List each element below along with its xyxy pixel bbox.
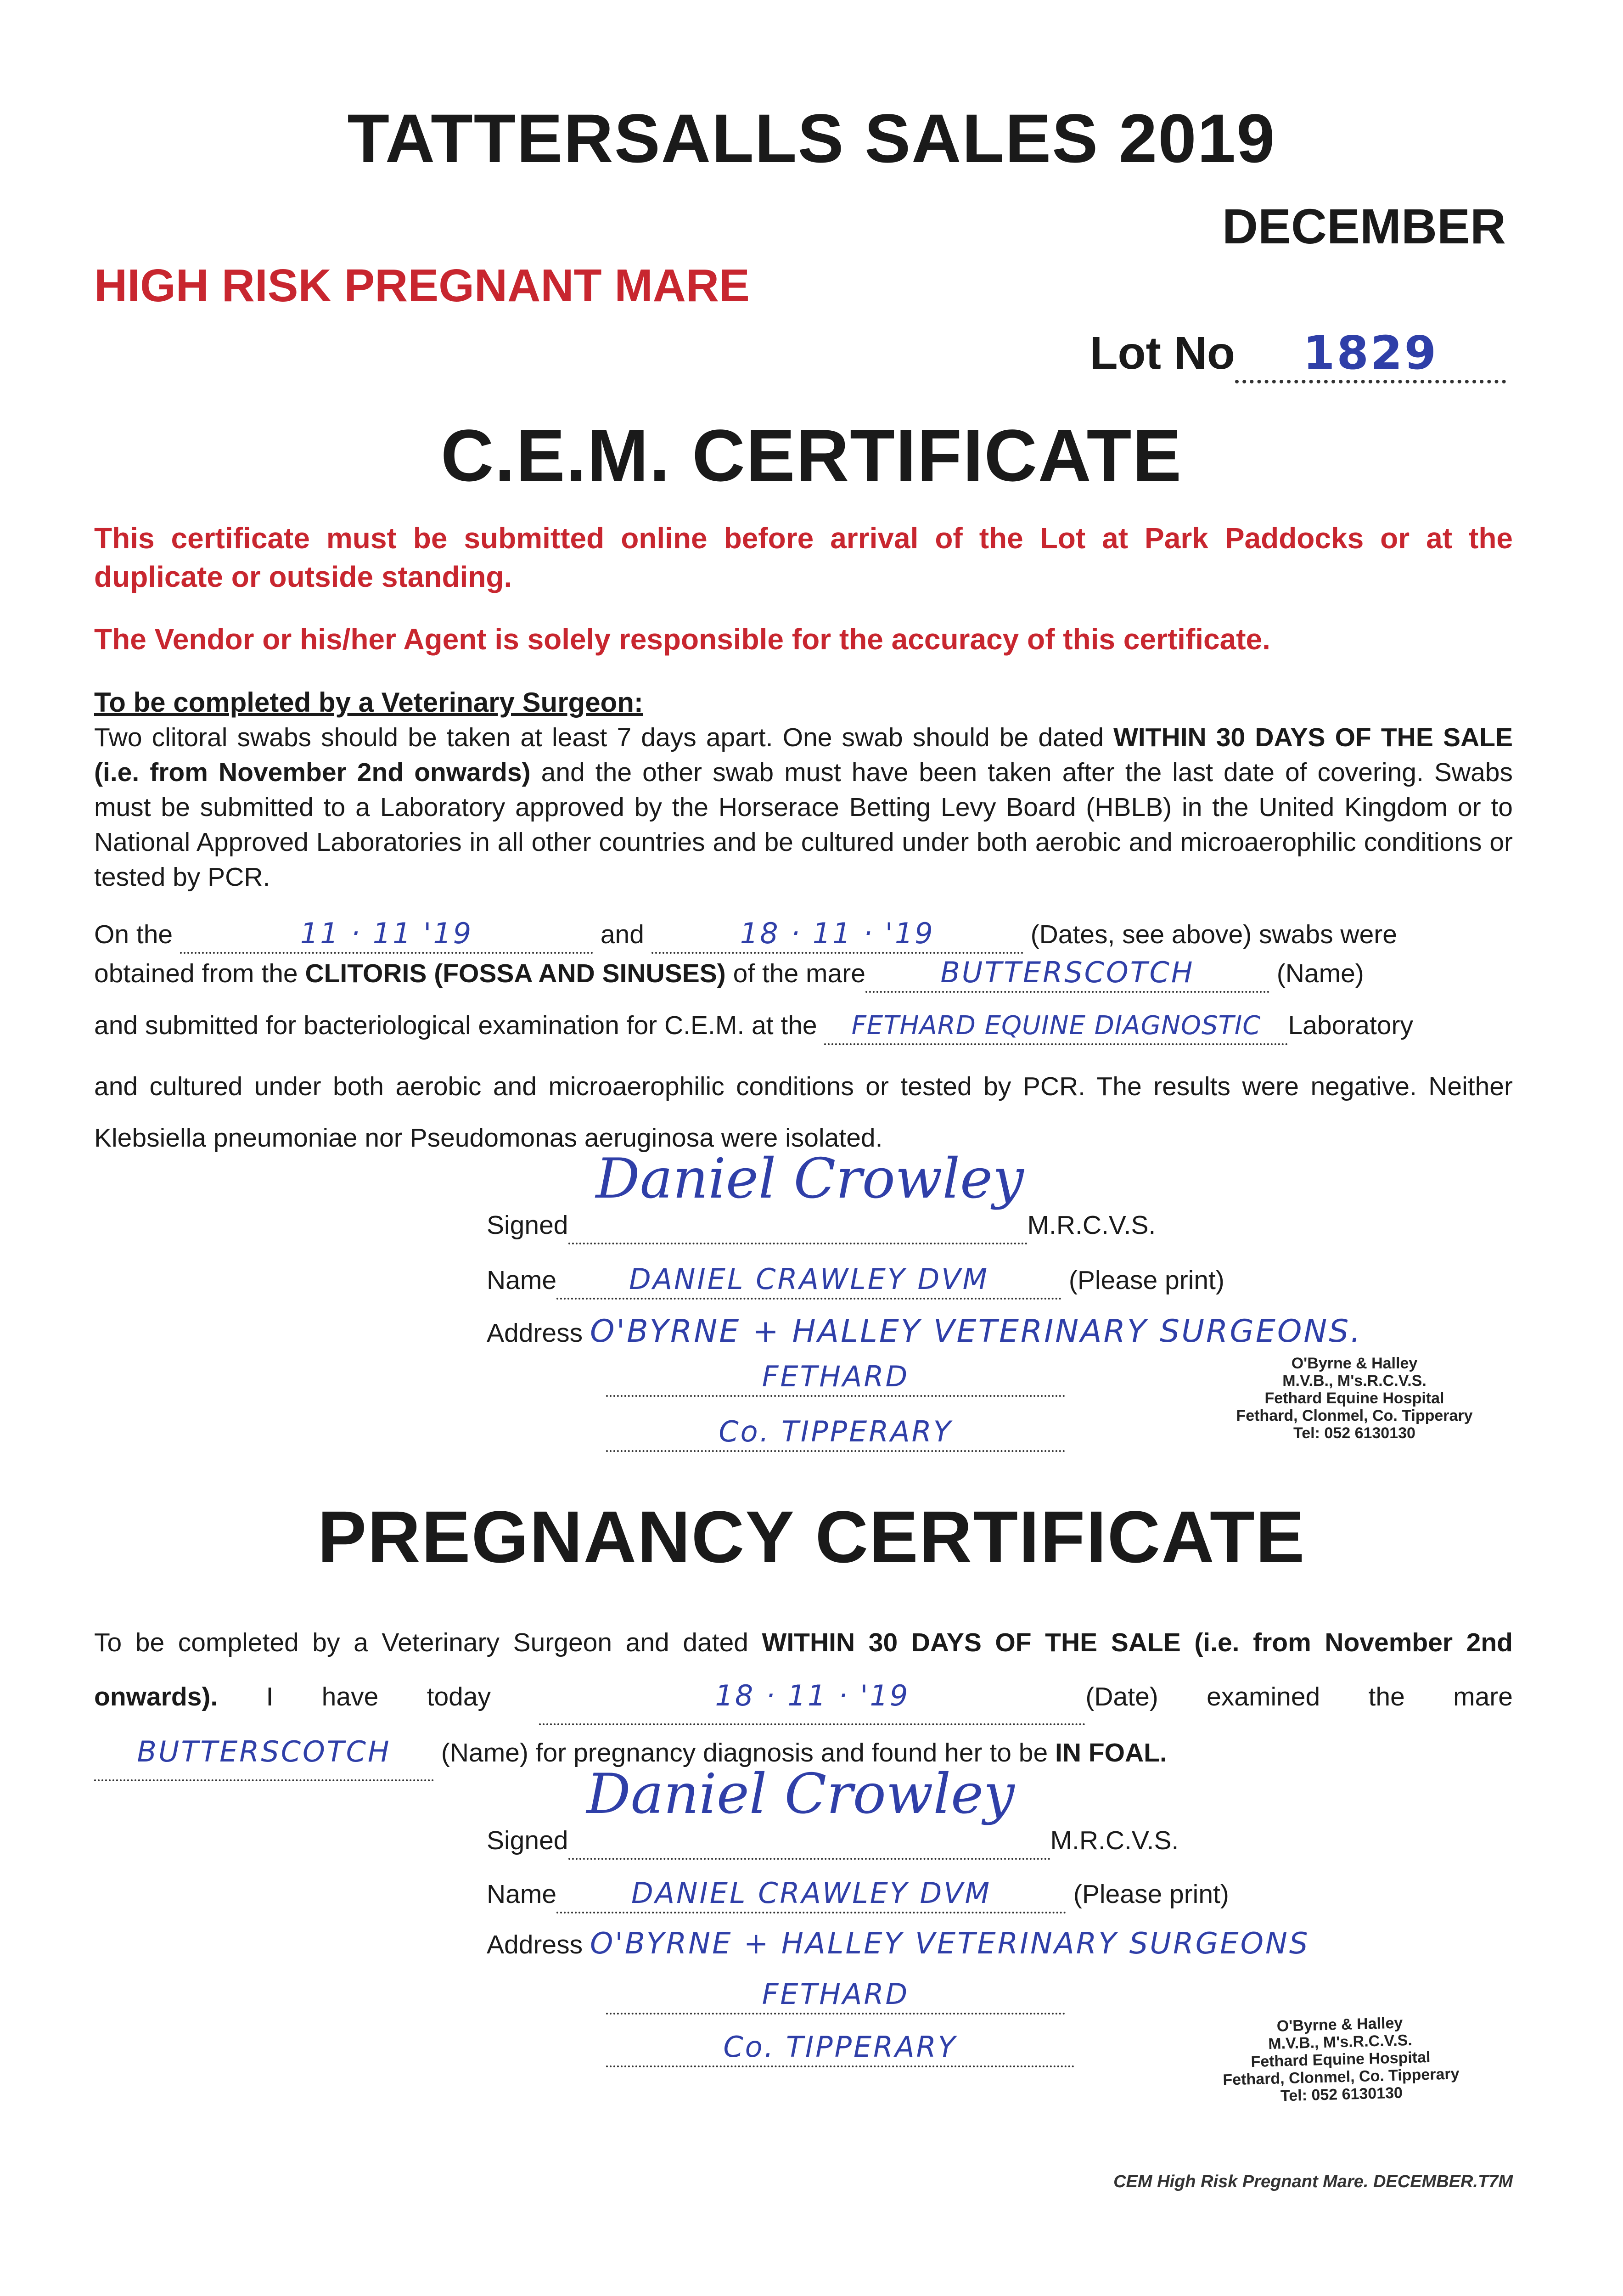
preg-diag-text: (Name) for pregnancy diagnosis and found her to be <box>441 1738 1055 1767</box>
stamp-line-5: Tel: 052 6130130 <box>1293 1424 1415 1442</box>
cem-address-row-2 <box>606 1359 1065 1397</box>
preg-address-1: O'BYRNE + HALLEY VETERINARY SURGEONS <box>590 1927 1310 1961</box>
cem-address-3: Co. TIPPERARY <box>719 1415 953 1448</box>
swab-date-2-fill <box>651 916 1023 954</box>
preg-stamp-line-5: Tel: 052 6130130 <box>1280 2084 1403 2105</box>
cem-warning-responsibility: The Vendor or his/her Agent is solely responsible for the accuracy of this certificate. <box>94 623 1270 656</box>
preg-stamp-line-3: Fethard Equine Hospital <box>1251 2048 1431 2071</box>
pregnancy-intro <box>94 1616 1513 1781</box>
lot-number-fill <box>1235 326 1506 383</box>
stamp-line-4: Fethard, Clonmel, Co. Tipperary <box>1236 1407 1473 1424</box>
preg-intro-c: I have today <box>218 1682 491 1711</box>
cem-address-2: FETHARD <box>762 1360 910 1393</box>
cem-signature: Daniel Crowley <box>595 1147 1024 1211</box>
mare-name: BUTTERSCOTCH <box>940 956 1195 989</box>
clitoris-text: CLITORIS (FOSSA AND SINUSES) <box>305 959 726 988</box>
address-label: Address <box>487 1318 583 1348</box>
name-label: Name <box>487 1266 557 1295</box>
please-print-label: (Please print) <box>1068 1266 1224 1295</box>
preg-mare-fill <box>94 1725 434 1781</box>
preg-stamp-line-2: M.V.B., M's.R.C.V.S. <box>1268 2031 1413 2053</box>
instr-text-bold: WITHIN 30 DAYS OF THE SALE (i.e. from November 2nd onwards) <box>94 723 1513 787</box>
dates-note: (Dates, see above) swabs were <box>1030 920 1397 949</box>
preg-address-3-fill <box>606 2030 1074 2067</box>
signed-label: Signed <box>487 1210 568 1240</box>
swab-date-1-fill <box>180 916 593 954</box>
on-the-label: On the <box>94 920 173 949</box>
pregnancy-title: PREGNANCY CERTIFICATE <box>317 1496 1306 1578</box>
preg-address-row-2 <box>606 1977 1065 2015</box>
instr-text-c: and the other swab must have been taken after the last date of covering. Swabs must be submitted to a Laboratory approved by the Horserace Betting Levy Board (HBLB) in the United Kingdom or to National Approved Laboratories in all other countries and be cultured under both aerobic and microaerophilic conditions or tested by PCR. <box>94 758 1513 892</box>
preg-signature: Daniel Crowley <box>586 1762 1015 1826</box>
mare-name-fill <box>865 955 1269 993</box>
swab-date-1: 11 · 11 '19 <box>300 917 473 950</box>
preg-address-3: Co. TIPPERARY <box>723 2030 957 2064</box>
in-foal-text: IN FOAL. <box>1055 1738 1167 1767</box>
submitted-text: and submitted for bacteriological examination for C.E.M. at the <box>94 1011 817 1040</box>
preg-stamp-line-4: Fethard, Clonmel, Co. Tipperary <box>1223 2065 1460 2089</box>
preg-address-2: FETHARD <box>762 1977 910 2011</box>
cem-instructions <box>94 720 1513 895</box>
lab-name-fill <box>824 1008 1288 1045</box>
mrcvs-label: M.R.C.V.S. <box>1027 1210 1156 1240</box>
name-note: (Name) <box>1276 959 1364 988</box>
preg-mrcvs-label: M.R.C.V.S. <box>1050 1826 1179 1855</box>
sale-month: DECEMBER <box>1222 198 1506 254</box>
results-text: and cultured under both aerobic and microaerophilic conditions or tested by PCR. The results were negative. Neither Klebsiella pneumoniae nor Pseudomonas aeruginosa were isolated. <box>94 1072 1513 1153</box>
swab-dates-line <box>94 916 1513 954</box>
cem-name-row <box>487 1262 1224 1300</box>
form-code: CEM High Risk Pregnant Mare. DECEMBER.T7M <box>1113 2172 1513 2191</box>
vet-name-fill <box>556 1262 1061 1300</box>
of-mare-text: of the mare <box>725 959 865 988</box>
preg-signed-row <box>487 1762 1179 1860</box>
preg-signature-fill <box>568 1762 1050 1860</box>
lot-label: Lot No <box>1089 327 1235 379</box>
stamp-line-1: O'Byrne & Halley <box>1291 1355 1418 1372</box>
preg-address-2-fill <box>606 1977 1065 2015</box>
preg-please-print-label: (Please print) <box>1073 1880 1229 1909</box>
preg-vet-name: DANIEL CRAWLEY DVM <box>631 1876 992 1910</box>
address-2-fill <box>606 1359 1065 1397</box>
laboratory-line <box>94 1008 1517 1045</box>
vet-heading: To be completed by a Veterinary Surgeon: <box>94 687 643 718</box>
cem-signed-row <box>487 1147 1156 1244</box>
cem-address-row <box>487 1314 1362 1351</box>
preg-intro-bold: WITHIN 30 DAYS OF THE SALE (i.e. from November 2nd onwards). <box>94 1628 1513 1711</box>
obtained-line <box>94 955 1513 993</box>
preg-vet-name-fill <box>556 1876 1066 1913</box>
preg-stamp-line-1: O'Byrne & Halley <box>1276 2014 1403 2035</box>
instr-text-a: Two clitoral swabs should be taken at least 7 days apart. One swab should be dated <box>94 723 1114 752</box>
swab-date-2: 18 · 11 · '19 <box>740 917 935 950</box>
sale-title: TATTERSALLS SALES 2019 <box>347 100 1276 177</box>
preg-date-note: (Date) examined the <box>1085 1682 1405 1711</box>
cem-vet-name: DANIEL CRAWLEY DVM <box>629 1262 989 1296</box>
preg-signed-label: Signed <box>487 1826 568 1855</box>
laboratory-text: Laboratory <box>1288 1011 1413 1040</box>
cem-title: C.E.M. CERTIFICATE <box>440 414 1183 496</box>
preg-address-label: Address <box>487 1930 583 1959</box>
address-3-fill <box>606 1414 1065 1452</box>
stamp-line-2: M.V.B., M's.R.C.V.S. <box>1282 1372 1426 1390</box>
preg-name-row <box>487 1876 1229 1913</box>
cem-warning-submit: This certificate must be submitted online before arrival of the Lot at Park Paddocks or at the duplicate or outside standing. <box>94 522 1513 593</box>
cem-address-row-3 <box>606 1414 1065 1452</box>
category-label: HIGH RISK PREGNANT MARE <box>94 260 750 311</box>
signature-fill <box>568 1147 1028 1244</box>
lot-number-value: 1829 <box>1303 326 1438 380</box>
preg-mare-label: mare <box>1453 1682 1513 1711</box>
preg-date-fill <box>539 1669 1085 1725</box>
vet-practice-stamp <box>1189 1355 1520 1442</box>
lot-number-field <box>1089 326 1506 383</box>
and-label: and <box>600 920 644 949</box>
lab-name: FETHARD EQUINE DIAGNOSTIC <box>851 1011 1261 1041</box>
preg-name-label: Name <box>487 1880 557 1909</box>
preg-vet-practice-stamp <box>1174 2012 1507 2108</box>
preg-address-row-3 <box>606 2030 1074 2067</box>
obtained-text: obtained from the <box>94 959 305 988</box>
preg-date: 18 · 11 · '19 <box>715 1679 910 1712</box>
preg-intro-a: To be completed by a Veterinary Surgeon and dated <box>94 1628 762 1657</box>
stamp-line-3: Fethard Equine Hospital <box>1264 1390 1444 1407</box>
cem-address-1: O'BYRNE + HALLEY VETERINARY SURGEONS. <box>590 1313 1363 1350</box>
preg-address-row <box>487 1926 1309 1962</box>
preg-mare-name: BUTTERSCOTCH <box>137 1735 391 1768</box>
